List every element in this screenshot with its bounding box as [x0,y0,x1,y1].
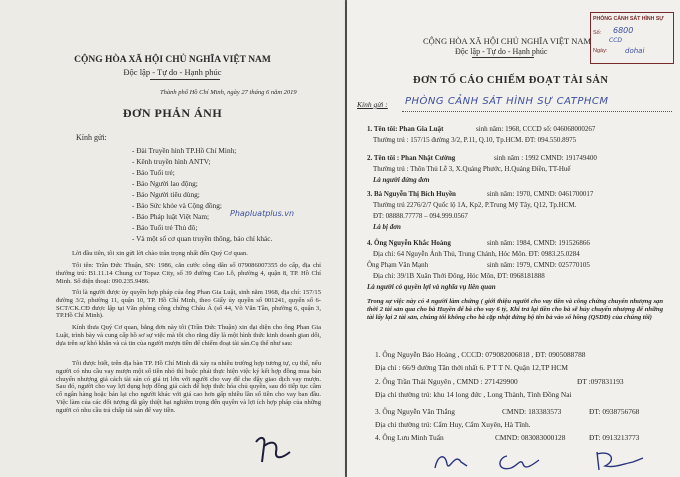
witness-intro: Trong sự việc này có 4 người làm chứng ( giới thiệu người cho vay tiền và công chứng chuyển nhượng sạn thời 2 tài sản qua cho bà Huyền để bà cho vay 6 tỷ, Khi trả lại tiền cho bà sẽ hủy chuyển nhượng để những tài lấy lại 2 tài sản, chúng tôi không cho bà cặp nhật đứng bộ tên bà vào sổ hồng (QSDĐ) của chúng tôi) [367,298,663,321]
signature-mark [250,432,300,466]
stamp-handwriting: dohai [625,47,645,55]
witness-line: Địa chỉ : 66/9 đường Tân thới nhất 6. P T T N. Quận 12,TP HCM [375,363,568,372]
recipient-item: - Báo Người lao động; [132,179,198,188]
recipient-item: - Báo Người tiêu dùng; [132,190,200,199]
witness-line: 3. Ông Nguyễn Văn Thắng [375,407,455,416]
recipient-handwritten: PHÒNG CẢNH SÁT HÌNH SỰ CATPHCM [405,96,609,107]
recipient-dotted-line [402,111,672,112]
receipt-stamp [590,12,674,64]
stamp-line1: Số: [593,30,602,36]
person-info: sinh năm: 1984, CMND: 191526866 [487,239,590,247]
recipient-item: - Đài Truyền hình TP.Hồ Chí Minh; [132,146,237,155]
witness-line: CMND: 183383573 [502,407,562,416]
motto-underline [472,57,534,58]
recipient-label: Kính gửi : [357,100,388,109]
person-address: Thường trú 2276/2/7 Quốc lộ 1A, Kp2, P.Trung Mỹ Tây, Q12, Tp.HCM. [373,201,577,209]
signatures [427,446,667,476]
stamp-handwriting: 6800 [613,26,634,35]
recipient-item: - Kênh truyền hình ANTV; [132,157,211,166]
recipient-item: - Báo Sức khỏe và Cộng đồng; [132,201,222,210]
nation-header: CỘNG HÒA XÃ HỘI CHỦ NGHĨA VIỆT NAM [423,36,592,46]
person-name: 1. Tên tôi: Phan Gia Luật [367,125,444,133]
person-phone: ĐT: 08888.77778 – 094.999.0567 [373,212,468,220]
witness-line: ĐT :097831193 [577,377,624,386]
recipients-label: Kính gửi: [76,133,107,142]
person-name: Ông Phạm Văn Mạnh [367,261,429,269]
document-title: ĐƠN PHẢN ÁNH [122,106,223,120]
recipient-item: - Báo Tuổi trẻ; [132,168,175,177]
recipient-item: - Báo Tuổi trẻ Thủ đô; [132,223,198,232]
person-address: Địa chỉ: 64 Nguyễn Ảnh Thủ, Trung Chánh, Hóc Môn. ĐT: 0983.25.0284 [373,250,580,258]
paragraph-authorization: Tôi là người được ủy quyền hợp pháp của ông Phan Gia Luật, sinh năm 1968, địa chỉ: 157/15 đường 3/2, phường 11, quận 10, TP. Hồ Chí Minh, theo Giấy ủy quyền số 001241, quyển số 6-SCT/CK.CĐ được lập tại Văn phòng công chứng Châu Á (số 44, Võ Văn Tần, phường 6, quận 3, TP.Hồ Chí Minh). [56,289,321,320]
person-name: 3. Bà Nguyễn Thị Bích Huyền [367,190,456,198]
paragraph-greeting: Lời đầu tiên, tôi xin gửi lời chào trân trọng nhất đến Quý Cơ quan. [72,250,248,257]
handwritten-note: Phapluatplus.vn [230,209,295,218]
person-info: sinh năm: 1970, CMND: 0461700017 [487,190,594,198]
witness-line: Địa chỉ thường trú: khu 14 long đức , Long Thành, Tỉnh Đồng Nai [375,390,572,399]
stamp-title: PHÒNG CẢNH SÁT HÌNH SỰ [593,16,664,22]
person-info: sinh năm: 1979, CMND: 025770105 [487,261,590,269]
recipient-item: - Báo Pháp luật Việt Nam; [132,212,210,221]
person-address: Thường trú : Thôn Thủ Lễ 3, X.Quảng Phước, H.Quảng Điền, TT-Huế [373,165,571,173]
stamp-line2: Ngày: [593,48,608,54]
person-info: sinh năm: 1968, CCCD số: 046068000267 [476,125,596,133]
paragraph-identity: Tôi tên: Trần Đức Thuận, SN: 1986, căn cước công dân số 079086007355 do cấp, địa chỉ thường trú: B1.11.14 Chung cư Topaz City, số 39 đường Cao Lỗ, phường 4, quận 8, TP. Hồ Chí Minh. Số điện thoại: 090.235.9486. [56,262,321,285]
person-name: 2. Tên tôi : Phan Nhật Cường [367,154,456,162]
witness-line: CMND: 083083000128 [495,433,566,442]
witness-line: 1. Ông Nguyễn Bảo Hoàng , CCCD: 079082006818 , ĐT: 0905088788 [375,350,586,359]
witness-line: Địa chỉ thường trú: Cẩm Huy, Cẩm Xuyên, Hà Tĩnh. [375,420,531,429]
paragraph-purpose: Kính thưa Quý Cơ quan, bằng đơn này tôi (Trần Đức Thuận) xin đại diện cho ông Phan Gia Luật, trình bày và cung cấp hồ sơ sự việc mà tôi cho rằng đây là một hình thức kinh doanh gian dối, dựa trên sự khó khăn và cả tin của người mượn tiền để chiếm đoạt tài sản.Cụ thể như sau: [56,324,321,347]
paragraph-details: Tôi được biết, trên địa bàn TP. Hồ Chí Minh đã xảy ra nhiều trường hợp tương tự, cụ thể, nếu người có nhu cầu vay mượn một số tiền nhỏ thì buộc phải thực hiện việc ký kết hợp đồng mua bán chuyển nhượng giả cách tài sản có giá trị lớn với người cho vay để che đậy giao dịch vay mượn. Sau đó, người cho vay lợi dụng hợp đồng giả cách để hợp thức hóa chủ quyền, sau đó tiếp tục cầm cố ngân hàng hoặc bán lại cho người khác với giá cao hơn gấp nhiều lần số tiền cho vay ban đầu. Việc làm của các đối tượng đã gây thiệt hại nghiêm trọng đến quyền và lợi ích hợp pháp của những người có nhu cầu trả chấp tài sản để vay tiền. [56,360,321,414]
person-address: Thường trú : 157/15 đường 3/2, P.11, Q.10, Tp.HCM. ĐT: 094.550.8975 [373,136,577,144]
person-address: Địa chỉ: 39/1B Xuân Thới Đông, Hóc Môn, ĐT: 0968181888 [373,272,545,280]
person-role: Là bị đơn [373,223,401,231]
person-role: Là người đứng đơn [373,176,430,184]
nation-header: CỘNG HÒA XÃ HỘI CHỦ NGHĨA VIỆT NAM [74,55,271,65]
person-role: Là người có quyền lợi và nghĩa vụ liên quan [367,283,496,291]
witness-line: ĐT: 0913213773 [589,433,640,442]
person-info: sinh năm : 1992 CMND: 191749400 [494,154,597,162]
person-name: 4. Ông Nguyễn Khắc Hoàng [367,239,451,247]
right-document-page [347,0,680,477]
stamp-handwriting: CCD [609,37,622,44]
motto: Độc lập - Tự do - Hạnh phúc [455,47,548,56]
document-date: Thành phố Hồ Chí Minh, ngày 27 tháng 6 năm 2019 [160,89,297,96]
document-title: ĐƠN TỐ CÁO CHIẾM ĐOẠT TÀI SẢN [413,75,609,86]
witness-line: 4. Ông Lưu Minh Tuấn [375,433,444,442]
witness-line: 2. Ông Trần Thái Nguyên , CMND : 271429900 [375,377,518,386]
witness-line: ĐT: 0938756768 [589,407,640,416]
motto: Độc lập - Tự do - Hạnh phúc [123,67,222,77]
recipient-item: - Và một số cơ quan truyền thông, báo chí khác. [132,234,273,243]
motto-underline [150,79,220,80]
